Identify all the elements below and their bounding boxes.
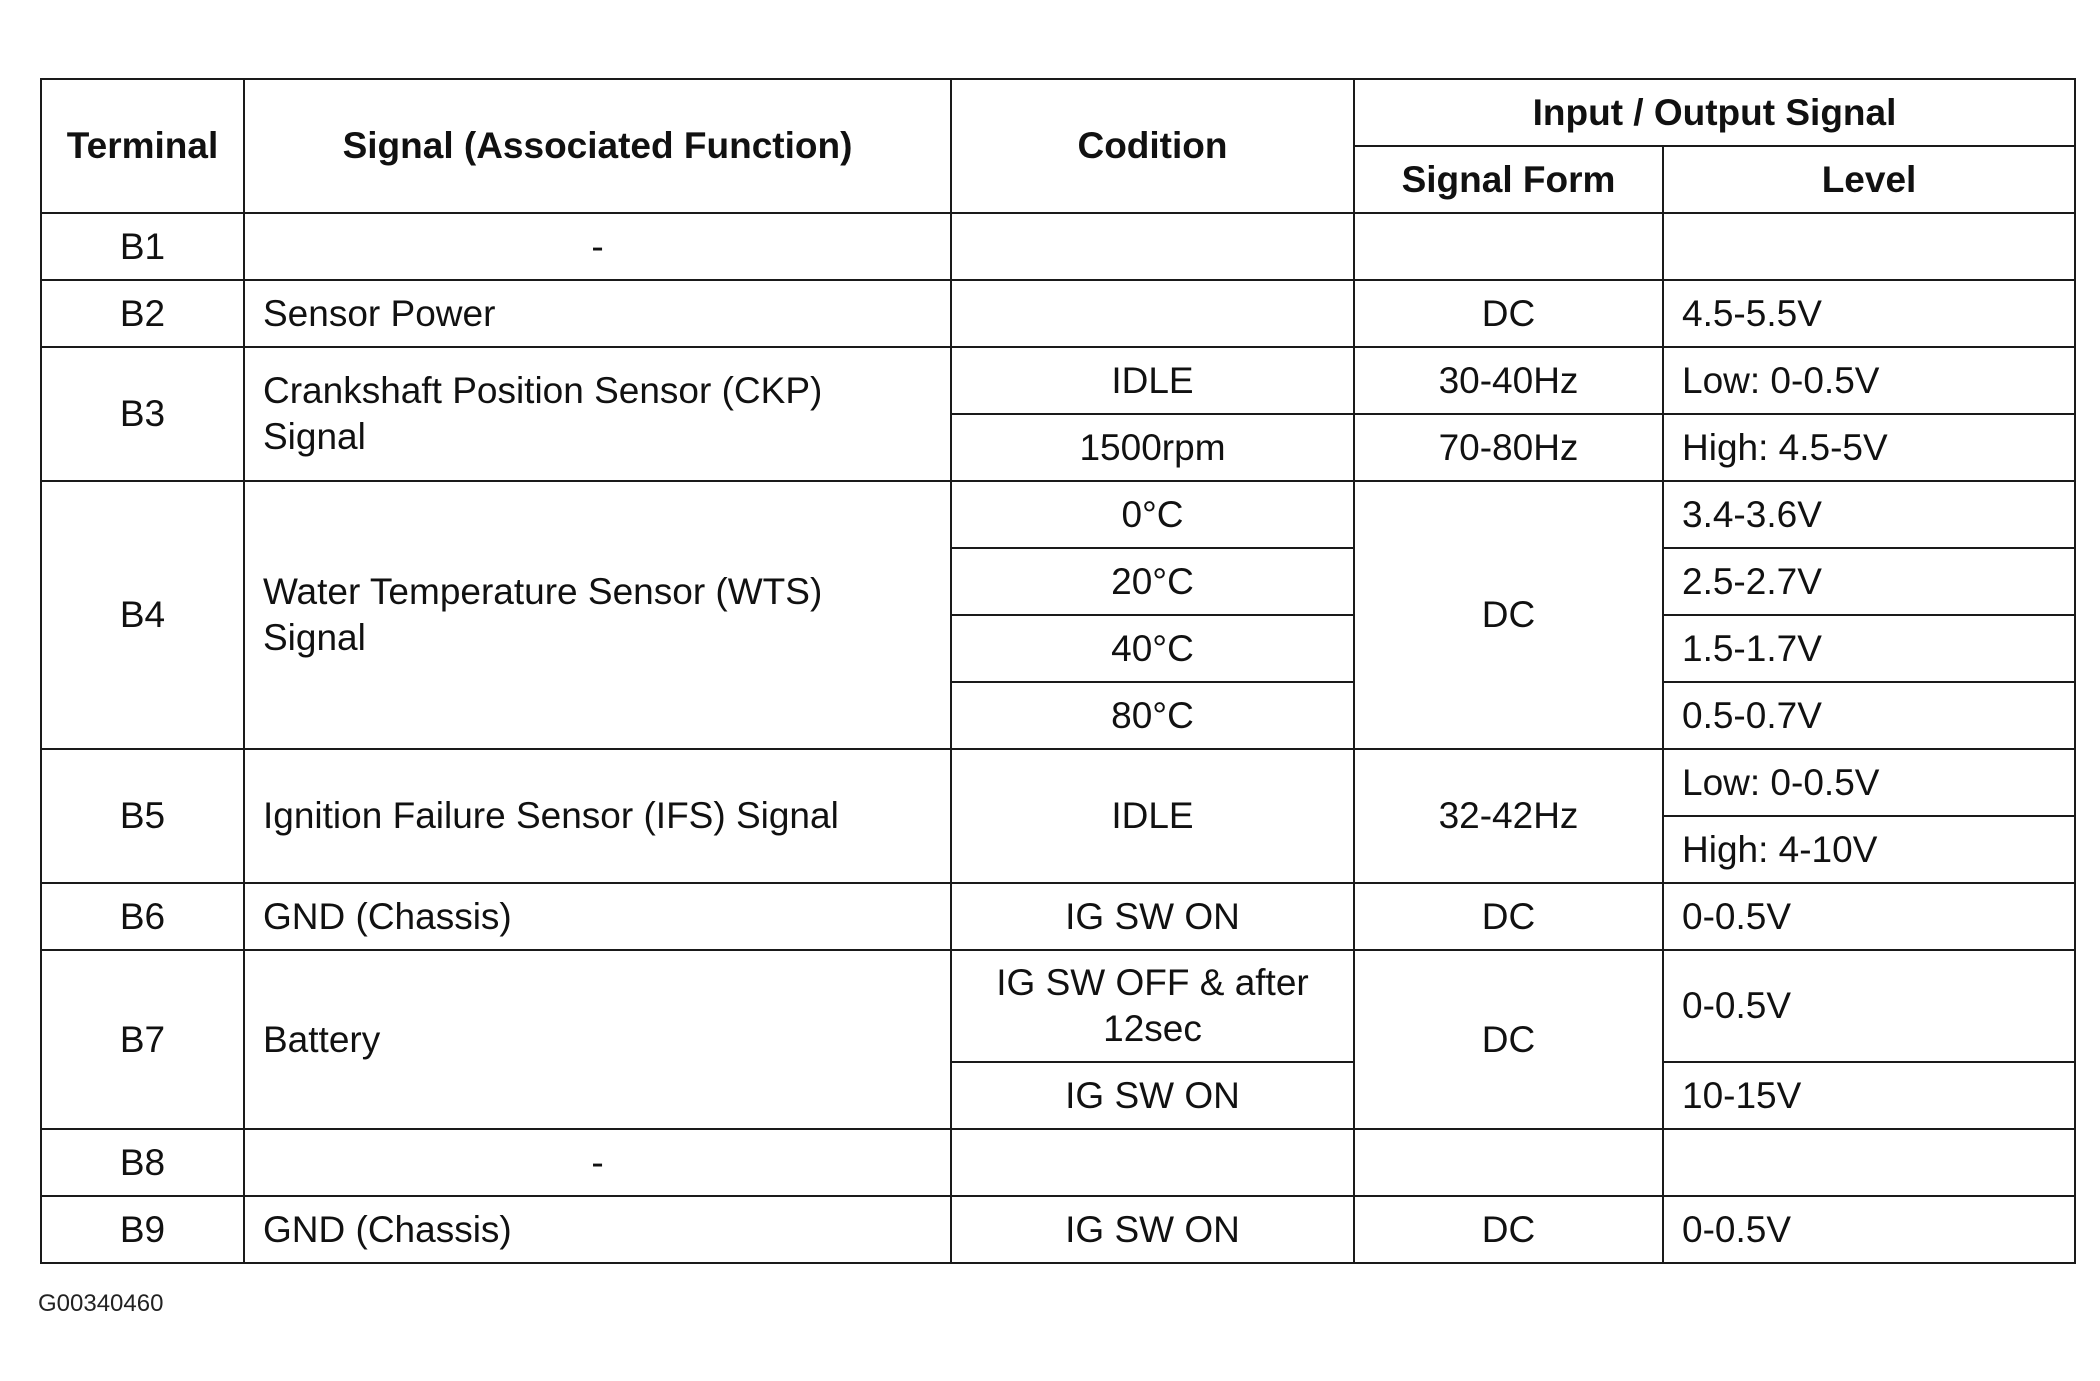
signal-form-cell: DC — [1354, 481, 1663, 749]
terminal-cell: B8 — [41, 1129, 244, 1196]
signal-cell: - — [244, 1129, 951, 1196]
signal-form-cell: 70-80Hz — [1354, 414, 1663, 481]
level-cell: 0-0.5V — [1663, 1196, 2075, 1263]
table-row — [41, 1129, 2075, 1196]
table-row — [41, 950, 2075, 1062]
level-cell: 4.5-5.5V — [1663, 280, 2075, 347]
header-signal: Signal (Associated Function) — [244, 79, 951, 213]
signal-cell: Sensor Power — [244, 280, 951, 347]
terminal-cell: B5 — [41, 749, 244, 883]
terminal-cell: B9 — [41, 1196, 244, 1263]
header-condition: Codition — [951, 79, 1354, 213]
terminal-cell: B2 — [41, 280, 244, 347]
level-cell: 0-0.5V — [1663, 950, 2075, 1062]
level-cell: Low: 0-0.5V — [1663, 347, 2075, 414]
terminal-cell: B1 — [41, 213, 244, 280]
terminal-cell: B4 — [41, 481, 244, 749]
condition-cell: IG SW ON — [951, 1062, 1354, 1129]
condition-cell: IDLE — [951, 749, 1354, 883]
table-row — [41, 749, 2075, 816]
level-cell: 1.5-1.7V — [1663, 615, 2075, 682]
signal-form-cell: DC — [1354, 280, 1663, 347]
header-io-group: Input / Output Signal — [1354, 79, 2075, 146]
level-cell: 0-0.5V — [1663, 883, 2075, 950]
table-row — [41, 280, 2075, 347]
terminal-cell: B7 — [41, 950, 244, 1129]
signal-form-cell — [1354, 1129, 1663, 1196]
condition-cell: IDLE — [951, 347, 1354, 414]
signal-cell: Crankshaft Position Sensor (CKP) Signal — [244, 347, 951, 481]
signal-form-cell: DC — [1354, 1196, 1663, 1263]
level-cell: 2.5-2.7V — [1663, 548, 2075, 615]
header-terminal: Terminal — [41, 79, 244, 213]
level-cell: High: 4.5-5V — [1663, 414, 2075, 481]
condition-cell: 1500rpm — [951, 414, 1354, 481]
condition-cell — [951, 280, 1354, 347]
level-cell: 10-15V — [1663, 1062, 2075, 1129]
signal-cell: - — [244, 213, 951, 280]
signal-cell: GND (Chassis) — [244, 883, 951, 950]
signal-cell: Ignition Failure Sensor (IFS) Signal — [244, 749, 951, 883]
condition-cell: 20°C — [951, 548, 1354, 615]
table-row — [41, 883, 2075, 950]
header-signal-form: Signal Form — [1354, 146, 1663, 213]
condition-cell: IG SW ON — [951, 1196, 1354, 1263]
header-level: Level — [1663, 146, 2075, 213]
level-cell: 3.4-3.6V — [1663, 481, 2075, 548]
signal-form-cell: 30-40Hz — [1354, 347, 1663, 414]
condition-cell — [951, 1129, 1354, 1196]
signal-form-cell: DC — [1354, 950, 1663, 1129]
condition-cell: 40°C — [951, 615, 1354, 682]
figure-code: G00340460 — [38, 1290, 164, 1317]
condition-cell: IG SW OFF & after 12sec — [951, 950, 1354, 1062]
table-row — [41, 1196, 2075, 1263]
level-cell — [1663, 213, 2075, 280]
level-cell: High: 4-10V — [1663, 816, 2075, 883]
condition-cell: IG SW ON — [951, 883, 1354, 950]
table-row — [41, 481, 2075, 548]
signal-form-cell: 32-42Hz — [1354, 749, 1663, 883]
signal-cell: Battery — [244, 950, 951, 1129]
signal-form-cell: DC — [1354, 883, 1663, 950]
signal-cell: GND (Chassis) — [244, 1196, 951, 1263]
table-row — [41, 347, 2075, 414]
terminal-signal-table — [40, 78, 2076, 1264]
table-row — [41, 213, 2075, 280]
condition-cell: 80°C — [951, 682, 1354, 749]
condition-cell: 0°C — [951, 481, 1354, 548]
level-cell: 0.5-0.7V — [1663, 682, 2075, 749]
signal-form-cell — [1354, 213, 1663, 280]
terminal-cell: B6 — [41, 883, 244, 950]
signal-cell: Water Temperature Sensor (WTS) Signal — [244, 481, 951, 749]
condition-cell — [951, 213, 1354, 280]
level-cell: Low: 0-0.5V — [1663, 749, 2075, 816]
level-cell — [1663, 1129, 2075, 1196]
terminal-cell: B3 — [41, 347, 244, 481]
